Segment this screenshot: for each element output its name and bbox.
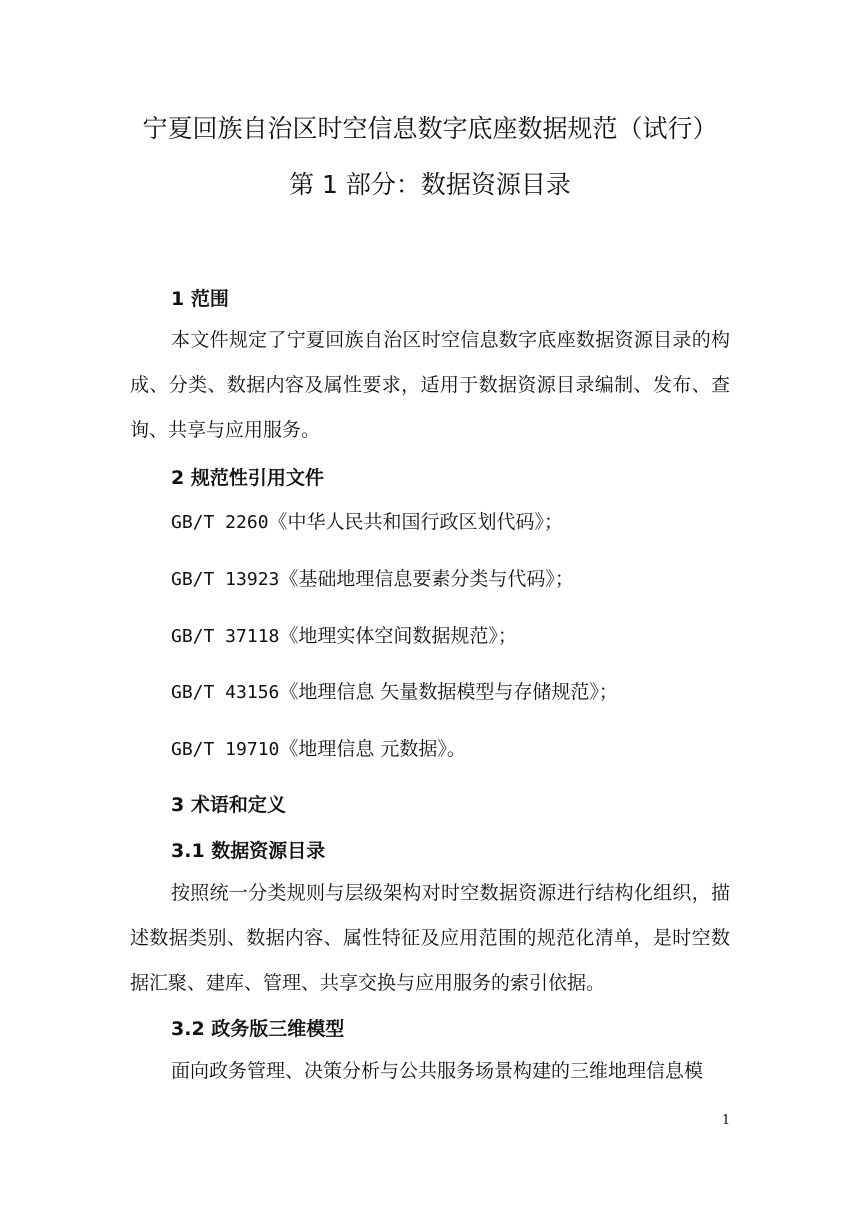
reference-code: GB/T 43156 bbox=[171, 682, 280, 703]
reference-title: 《地理实体空间数据规范》； bbox=[279, 625, 517, 647]
document-subtitle: 第 1 部分：数据资源目录 bbox=[289, 170, 571, 199]
section-heading-terms: 3 术语和定义 bbox=[171, 794, 286, 816]
reference-item bbox=[171, 566, 574, 593]
term-heading: 3.1 数据资源目录 bbox=[171, 840, 326, 862]
reference-code: GB/T 13923 bbox=[171, 569, 280, 590]
reference-code: GB/T 37118 bbox=[171, 626, 280, 647]
reference-title: 《地理信息 元数据》。 bbox=[279, 738, 466, 760]
reference-title: 《地理信息 矢量数据模型与存储规范》； bbox=[279, 681, 618, 703]
reference-item bbox=[171, 623, 517, 650]
term-heading: 3.2 政务版三维模型 bbox=[171, 1018, 345, 1040]
reference-title: 《基础地理信息要素分类与代码》； bbox=[279, 568, 574, 590]
term-definition: 面向政务管理、决策分析与公共服务场景构建的三维地理信息模 bbox=[171, 1060, 704, 1082]
reference-item bbox=[171, 679, 618, 706]
section-heading-scope: 1 范围 bbox=[171, 288, 229, 310]
reference-item bbox=[171, 509, 563, 536]
document-title: 宁夏回族自治区时空信息数字底座数据规范（试行） bbox=[142, 114, 718, 143]
reference-item bbox=[171, 736, 466, 763]
scope-paragraph: 本文件规定了宁夏回族自治区时空信息数字底座数据资源目录的构成、分类、数据内容及属性要求，适用于数据资源目录编制、发布、查询、共享与应用服务。 bbox=[130, 329, 730, 441]
reference-code: GB/T 2260 bbox=[171, 512, 269, 533]
reference-title: 《中华人民共和国行政区划代码》； bbox=[268, 511, 564, 533]
section-heading-references: 2 规范性引用文件 bbox=[171, 467, 324, 489]
page-number: 1 bbox=[721, 1113, 731, 1128]
term-definition: 按照统一分类规则与层级架构对时空数据资源进行结构化组织，描述数据类别、数据内容、属性特征及应用范围的规范化清单，是时空数据汇聚、建库、管理、共享交换与应用服务的索引依据。 bbox=[130, 882, 730, 994]
reference-code: GB/T 19710 bbox=[171, 739, 280, 760]
